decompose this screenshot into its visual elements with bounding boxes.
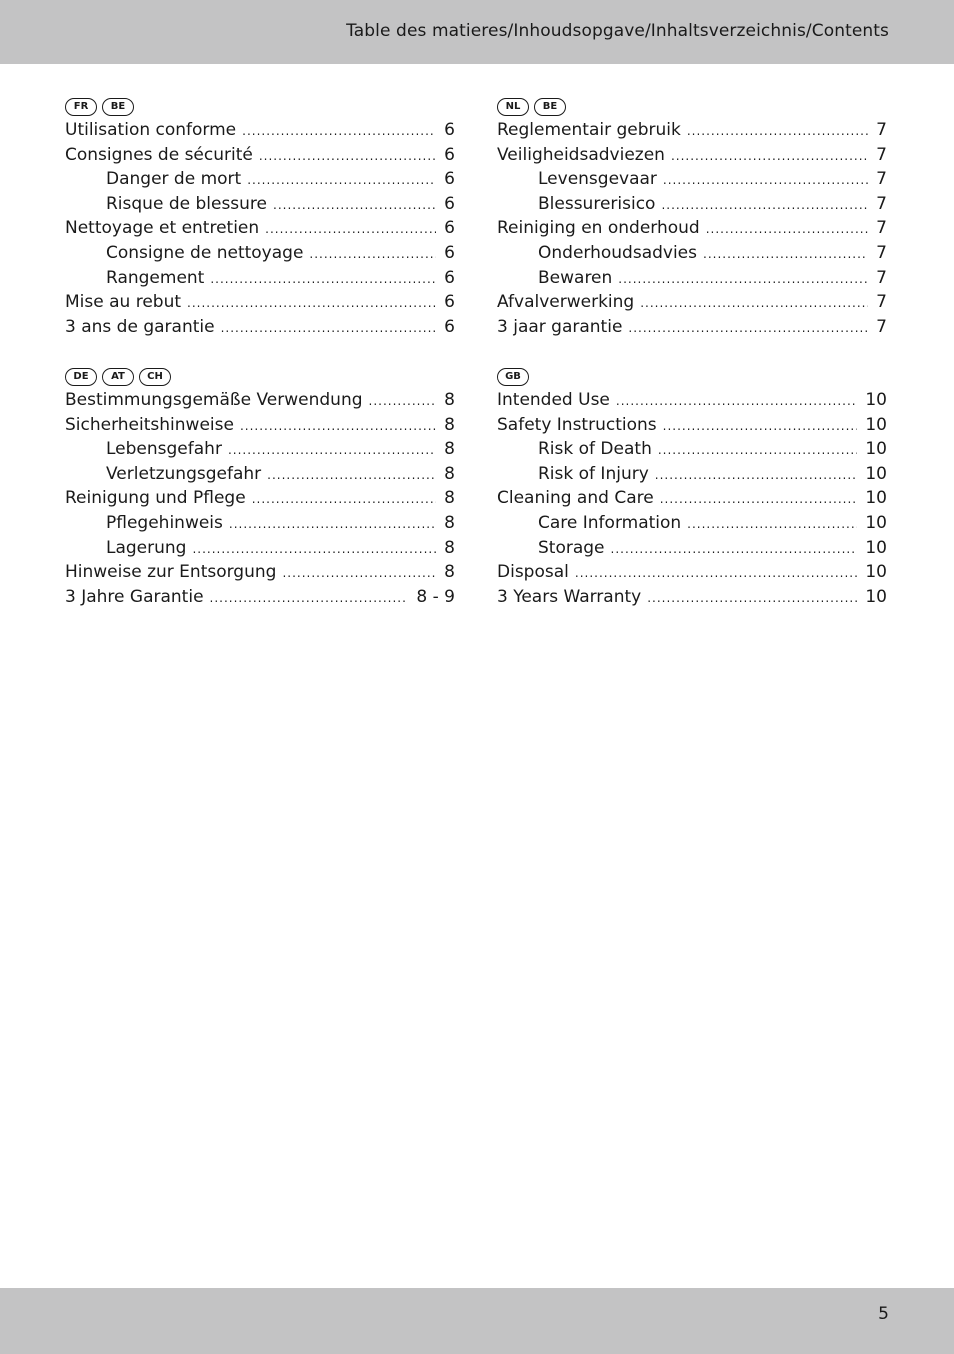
toc-subentry bbox=[65, 538, 455, 563]
toc-entry-page: 10 bbox=[865, 414, 887, 435]
toc-subentry bbox=[65, 268, 455, 293]
dot-leader bbox=[575, 566, 857, 580]
dot-leader bbox=[663, 173, 868, 187]
dot-leader bbox=[687, 517, 857, 531]
dot-leader bbox=[611, 542, 858, 556]
page-title: Table des matieres/Inhoudsopgave/Inhaltsverzeichnis/Contents bbox=[346, 21, 889, 41]
toc-subentry bbox=[497, 538, 887, 563]
dot-leader bbox=[221, 321, 437, 335]
toc-entry bbox=[497, 120, 887, 145]
toc-entry-page: 6 bbox=[444, 218, 455, 239]
toc-entries bbox=[65, 120, 455, 341]
toc-entry-page: 7 bbox=[876, 144, 887, 165]
page-number: 5 bbox=[878, 1304, 889, 1324]
toc-entry-label: 3 jaar garantie bbox=[497, 316, 623, 337]
toc-entry-label: Care Information bbox=[538, 512, 682, 533]
toc-entry bbox=[497, 390, 887, 415]
toc-entry-label: Afvalverwerking bbox=[497, 292, 635, 313]
toc-entry-label: Blessurerisico bbox=[538, 193, 656, 214]
dot-leader bbox=[210, 272, 436, 286]
language-badge: BE bbox=[534, 98, 566, 116]
toc-entry-page: 8 - 9 bbox=[416, 586, 455, 607]
toc-entry-label: Reglementair gebruik bbox=[497, 120, 681, 140]
toc-entry-page: 8 bbox=[444, 390, 455, 410]
toc-entries bbox=[497, 120, 887, 341]
toc-entry-label: 3 Jahre Garantie bbox=[65, 586, 204, 607]
toc-subentry bbox=[65, 513, 455, 538]
language-badges bbox=[497, 364, 887, 390]
footer-band bbox=[0, 1288, 954, 1354]
dot-leader bbox=[671, 149, 868, 163]
toc-entry-label: Hinweise zur Entsorgung bbox=[65, 562, 277, 583]
toc-section-gb bbox=[497, 364, 887, 611]
dot-leader bbox=[369, 394, 437, 408]
toc-entry-page: 10 bbox=[865, 562, 887, 583]
dot-leader bbox=[228, 443, 436, 457]
language-badge: GB bbox=[497, 368, 529, 386]
language-badge: BE bbox=[102, 98, 134, 116]
toc-entry-page: 8 bbox=[444, 512, 455, 533]
toc-entry-label: Reiniging en onderhoud bbox=[497, 218, 700, 239]
toc-entry-label: 3 ans de garantie bbox=[65, 316, 215, 337]
toc-entry-label: Cleaning and Care bbox=[497, 488, 654, 509]
toc-entry bbox=[497, 145, 887, 170]
toc-subentry bbox=[65, 169, 455, 194]
toc-entry bbox=[65, 218, 455, 243]
toc-entry-page: 7 bbox=[876, 218, 887, 239]
toc-entries bbox=[65, 390, 455, 611]
dot-leader bbox=[640, 296, 868, 310]
toc-entry bbox=[497, 488, 887, 513]
toc-entry-label: Pflegehinweis bbox=[106, 512, 223, 533]
toc-entry bbox=[65, 145, 455, 170]
toc-entry-label: 3 Years Warranty bbox=[497, 586, 642, 607]
dot-leader bbox=[210, 591, 409, 605]
toc-entry-page: 6 bbox=[444, 120, 455, 140]
toc-entry-page: 10 bbox=[865, 512, 887, 533]
toc-entry-page: 6 bbox=[444, 242, 455, 263]
toc-entry bbox=[65, 120, 455, 145]
toc-entry bbox=[497, 292, 887, 317]
toc-entry bbox=[497, 587, 887, 612]
toc-entry-page: 6 bbox=[444, 169, 455, 190]
dot-leader bbox=[647, 591, 857, 605]
dot-leader bbox=[267, 468, 436, 482]
toc-entry-page: 6 bbox=[444, 193, 455, 214]
toc-entry-page: 8 bbox=[444, 488, 455, 509]
toc-subentry bbox=[497, 464, 887, 489]
toc-entry bbox=[497, 562, 887, 587]
toc-entry-label: Lebensgefahr bbox=[106, 439, 222, 460]
toc-entry-label: Onderhoudsadvies bbox=[538, 242, 698, 263]
toc-entry-label: Sicherheitshinweise bbox=[65, 414, 234, 435]
toc-entry-page: 7 bbox=[876, 316, 887, 337]
toc-entry bbox=[65, 292, 455, 317]
header-band bbox=[0, 0, 954, 64]
toc-entry-page: 8 bbox=[444, 537, 455, 558]
toc-entry-page: 6 bbox=[444, 316, 455, 337]
toc-entry-label: Risque de blessure bbox=[106, 193, 268, 214]
dot-leader bbox=[658, 443, 858, 457]
toc-entry-label: Lagerung bbox=[106, 537, 187, 558]
toc-entry-label: Mise au rebut bbox=[65, 292, 182, 313]
toc-entry-page: 6 bbox=[444, 292, 455, 313]
toc-entry-label: Safety Instructions bbox=[497, 414, 657, 435]
toc-entry bbox=[65, 562, 455, 587]
toc-entry-label: Intended Use bbox=[497, 390, 610, 410]
toc-entry-label: Risk of Death bbox=[538, 439, 652, 460]
toc-entry bbox=[497, 218, 887, 243]
toc-subentry bbox=[497, 268, 887, 293]
dot-leader bbox=[663, 419, 858, 433]
toc-entry-label: Utilisation conforme bbox=[65, 120, 237, 140]
dot-leader bbox=[661, 198, 868, 212]
toc-entry-label: Disposal bbox=[497, 562, 569, 583]
toc-entry-label: Rangement bbox=[106, 267, 205, 288]
toc-entry-page: 7 bbox=[876, 169, 887, 190]
toc-entry-page: 8 bbox=[444, 562, 455, 583]
dot-leader bbox=[687, 124, 868, 138]
dot-leader bbox=[703, 247, 868, 261]
toc-entry bbox=[65, 317, 455, 342]
toc-entry-page: 7 bbox=[876, 292, 887, 313]
dot-leader bbox=[229, 517, 436, 531]
dot-leader bbox=[242, 124, 436, 138]
toc-entry-label: Bestimmungsgemäße Verwendung bbox=[65, 390, 363, 410]
toc-entry-label: Veiligheidsadviezen bbox=[497, 144, 665, 165]
dot-leader bbox=[655, 468, 858, 482]
dot-leader bbox=[247, 173, 436, 187]
language-badge: AT bbox=[102, 368, 134, 386]
toc-section-nl bbox=[497, 94, 887, 341]
dot-leader bbox=[187, 296, 436, 310]
toc-entry-page: 7 bbox=[876, 120, 887, 140]
toc-entry-page: 10 bbox=[865, 586, 887, 607]
toc-entry-page: 10 bbox=[865, 537, 887, 558]
language-badges bbox=[65, 364, 455, 390]
language-badges bbox=[65, 94, 455, 120]
toc-entry-page: 10 bbox=[865, 390, 887, 410]
toc-entry-page: 7 bbox=[876, 267, 887, 288]
toc-subentry bbox=[65, 439, 455, 464]
toc-subentry bbox=[497, 439, 887, 464]
toc-entry-page: 7 bbox=[876, 242, 887, 263]
toc-entry-page: 10 bbox=[865, 488, 887, 509]
toc-entry bbox=[65, 415, 455, 440]
toc-entry-label: Consignes de sécurité bbox=[65, 144, 253, 165]
dot-leader bbox=[309, 247, 436, 261]
dot-leader bbox=[252, 492, 436, 506]
toc-subentry bbox=[497, 169, 887, 194]
toc-entry bbox=[65, 488, 455, 513]
toc-entry bbox=[497, 415, 887, 440]
toc-subentry bbox=[65, 464, 455, 489]
toc-entry bbox=[65, 390, 455, 415]
dot-leader bbox=[282, 566, 436, 580]
language-badge: DE bbox=[65, 368, 97, 386]
toc-entry-page: 8 bbox=[444, 414, 455, 435]
toc-entry-page: 6 bbox=[444, 144, 455, 165]
toc-section-fr bbox=[65, 94, 455, 341]
toc-subentry bbox=[497, 243, 887, 268]
dot-leader bbox=[706, 222, 868, 236]
toc-entry-page: 6 bbox=[444, 267, 455, 288]
toc-entry bbox=[497, 317, 887, 342]
toc-entry bbox=[65, 587, 455, 612]
toc-entry-label: Levensgevaar bbox=[538, 169, 657, 190]
language-badges bbox=[497, 94, 887, 120]
toc-entry-label: Storage bbox=[538, 537, 605, 558]
dot-leader bbox=[618, 272, 868, 286]
toc-subentry bbox=[497, 513, 887, 538]
toc-entry-label: Risk of Injury bbox=[538, 463, 649, 484]
toc-entry-page: 8 bbox=[444, 439, 455, 460]
toc-entry-page: 10 bbox=[865, 439, 887, 460]
toc-entry-label: Bewaren bbox=[538, 267, 613, 288]
toc-entry-page: 7 bbox=[876, 193, 887, 214]
dot-leader bbox=[660, 492, 858, 506]
toc-entry-label: Consigne de nettoyage bbox=[106, 242, 304, 263]
toc-entry-label: Danger de mort bbox=[106, 169, 242, 190]
language-badge: CH bbox=[139, 368, 171, 386]
dot-leader bbox=[240, 419, 436, 433]
dot-leader bbox=[265, 222, 436, 236]
toc-section-de bbox=[65, 364, 455, 611]
dot-leader bbox=[273, 198, 436, 212]
toc-subentry bbox=[65, 194, 455, 219]
toc-entry-label: Reinigung und Pflege bbox=[65, 488, 246, 509]
language-badge: FR bbox=[65, 98, 97, 116]
language-badge: NL bbox=[497, 98, 529, 116]
toc-entry-label: Nettoyage et entretien bbox=[65, 218, 260, 239]
toc-subentry bbox=[497, 194, 887, 219]
toc-subentry bbox=[65, 243, 455, 268]
dot-leader bbox=[616, 394, 857, 408]
toc-entry-page: 10 bbox=[865, 463, 887, 484]
toc-entry-label: Verletzungsgefahr bbox=[106, 463, 262, 484]
dot-leader bbox=[628, 321, 868, 335]
toc-entry-page: 8 bbox=[444, 463, 455, 484]
toc-entries bbox=[497, 390, 887, 611]
dot-leader bbox=[192, 542, 436, 556]
dot-leader bbox=[259, 149, 436, 163]
